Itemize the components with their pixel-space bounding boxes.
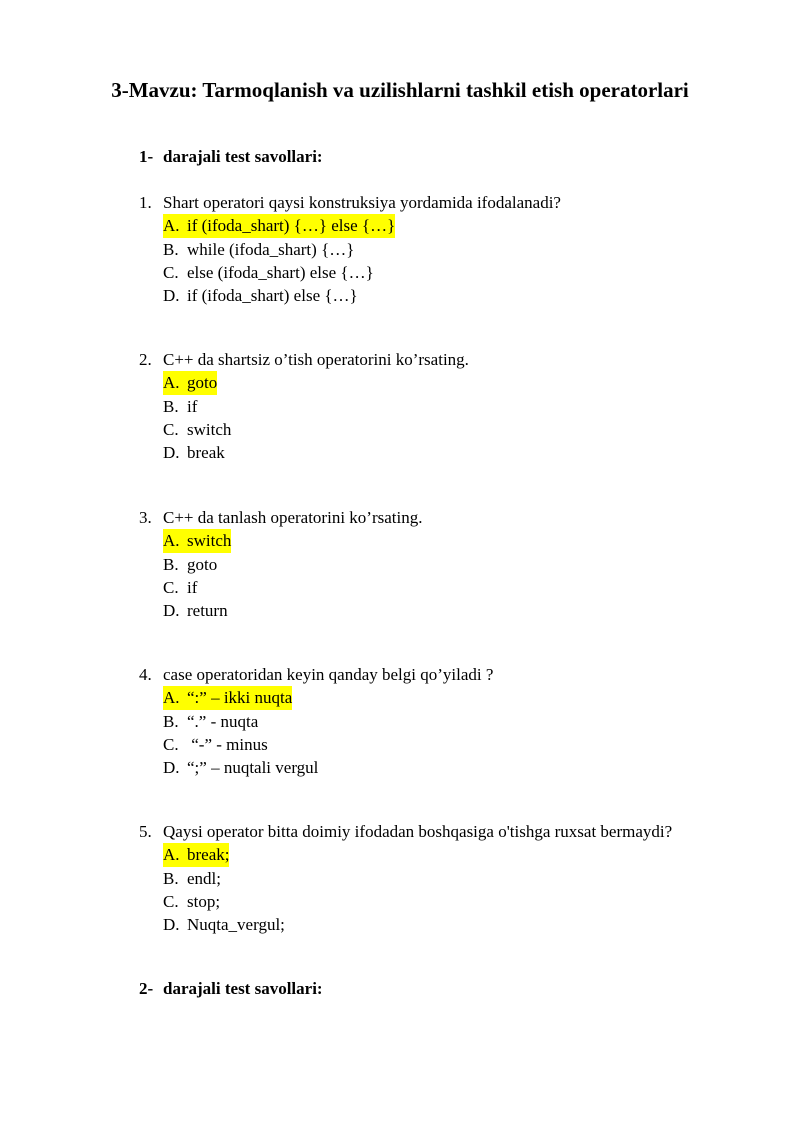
option-text: Nuqta_vergul;	[187, 915, 285, 935]
answer-option-c	[163, 890, 672, 913]
option-text: “;” – nuqtali vergul	[187, 758, 319, 778]
question-2	[139, 348, 469, 464]
option-letter: D.	[163, 286, 180, 306]
answer-option-b	[163, 395, 469, 418]
answer-option-d	[163, 913, 672, 936]
correct-answer-highlight	[163, 371, 217, 394]
answer-option-a	[163, 686, 493, 709]
option-text: “.” - nuqta	[187, 711, 259, 731]
question-text: Shart operatori qaysi konstruksiya yordamida ifodalanadi?	[163, 193, 561, 212]
option-text: break	[187, 443, 225, 463]
option-text: if	[187, 577, 198, 597]
option-letter: B.	[163, 554, 179, 574]
option-text: goto	[187, 373, 218, 393]
question-number: 3.	[139, 508, 152, 527]
option-text: switch	[187, 419, 232, 439]
option-text: switch	[187, 531, 232, 551]
answer-options	[139, 371, 469, 464]
question-1	[139, 191, 561, 307]
question-number: 5.	[139, 822, 152, 841]
question-text-row	[139, 663, 493, 686]
correct-answer-highlight	[163, 843, 229, 866]
option-text: “-” - minus	[187, 734, 268, 754]
option-letter: C.	[163, 891, 179, 911]
option-letter: A.	[163, 845, 180, 865]
answer-option-c	[163, 261, 561, 284]
option-letter: A.	[163, 373, 180, 393]
option-letter: D.	[163, 758, 180, 778]
option-text: if (ifoda_shart) else {…}	[187, 286, 358, 306]
answer-options	[139, 214, 561, 307]
answer-option-b	[163, 238, 561, 261]
option-letter: D.	[163, 915, 180, 935]
option-letter: C.	[163, 419, 179, 439]
question-text: C++ da shartsiz o’tish operatorini ko’rsating.	[163, 350, 469, 369]
option-letter: D.	[163, 443, 180, 463]
answer-option-b	[163, 867, 672, 890]
page-title: 3-Mavzu: Tarmoqlanish va uzilishlarni tashkil etish operatorlari	[111, 78, 689, 102]
question-text-row	[139, 820, 672, 843]
answer-option-c	[163, 418, 469, 441]
option-text: while (ifoda_shart) {…}	[187, 239, 355, 259]
answer-option-d	[163, 599, 422, 622]
option-letter: C.	[163, 734, 179, 754]
option-letter: A.	[163, 531, 180, 551]
option-text: else (ifoda_shart) else {…}	[187, 262, 374, 282]
section-heading-level-2	[139, 978, 323, 1000]
correct-answer-highlight	[163, 686, 292, 709]
option-text: stop;	[187, 891, 221, 911]
question-text-row	[139, 348, 469, 371]
answer-option-d	[163, 756, 493, 779]
option-letter: C.	[163, 577, 179, 597]
answer-option-d	[163, 441, 469, 464]
correct-answer-highlight	[163, 529, 231, 552]
answer-option-a	[163, 529, 422, 552]
answer-options	[139, 686, 493, 779]
section-label: darajali test savollari:	[163, 147, 323, 166]
option-text: if	[187, 396, 198, 416]
section-number: 1-	[139, 147, 154, 166]
answer-option-a	[163, 214, 561, 237]
section-number: 2-	[139, 979, 154, 998]
answer-option-a	[163, 371, 469, 394]
answer-options	[139, 529, 422, 622]
question-text-row	[139, 191, 561, 214]
option-letter: C.	[163, 262, 179, 282]
question-text: case operatoridan keyin qanday belgi qo’yiladi ?	[163, 665, 494, 684]
option-text: goto	[187, 554, 218, 574]
answer-option-b	[163, 553, 422, 576]
question-3	[139, 506, 422, 622]
option-letter: A.	[163, 688, 180, 708]
option-letter: B.	[163, 868, 179, 888]
question-number: 1.	[139, 193, 152, 212]
answer-option-c	[163, 733, 493, 756]
option-text: if (ifoda_shart) {…} else {…}	[187, 216, 396, 236]
question-text: C++ da tanlash operatorini ko’rsating.	[163, 508, 423, 527]
answer-option-d	[163, 284, 561, 307]
correct-answer-highlight	[163, 214, 395, 237]
question-number: 2.	[139, 350, 152, 369]
answer-option-a	[163, 843, 672, 866]
question-number: 4.	[139, 665, 152, 684]
option-letter: A.	[163, 216, 180, 236]
question-text: Qaysi operator bitta doimiy ifodadan boshqasiga o'tishga ruxsat bermaydi?	[163, 822, 673, 841]
section-heading-level-1	[139, 146, 323, 168]
option-text: break;	[187, 845, 230, 865]
option-text: “:” – ikki nuqta	[187, 688, 293, 708]
question-5	[139, 820, 672, 936]
option-letter: B.	[163, 239, 179, 259]
option-letter: B.	[163, 396, 179, 416]
question-4	[139, 663, 493, 779]
option-text: return	[187, 601, 228, 621]
option-text: endl;	[187, 868, 221, 888]
answer-options	[139, 843, 672, 936]
answer-option-c	[163, 576, 422, 599]
question-text-row	[139, 506, 422, 529]
answer-option-b	[163, 710, 493, 733]
option-letter: B.	[163, 711, 179, 731]
option-letter: D.	[163, 601, 180, 621]
section-label: darajali test savollari:	[163, 979, 323, 998]
